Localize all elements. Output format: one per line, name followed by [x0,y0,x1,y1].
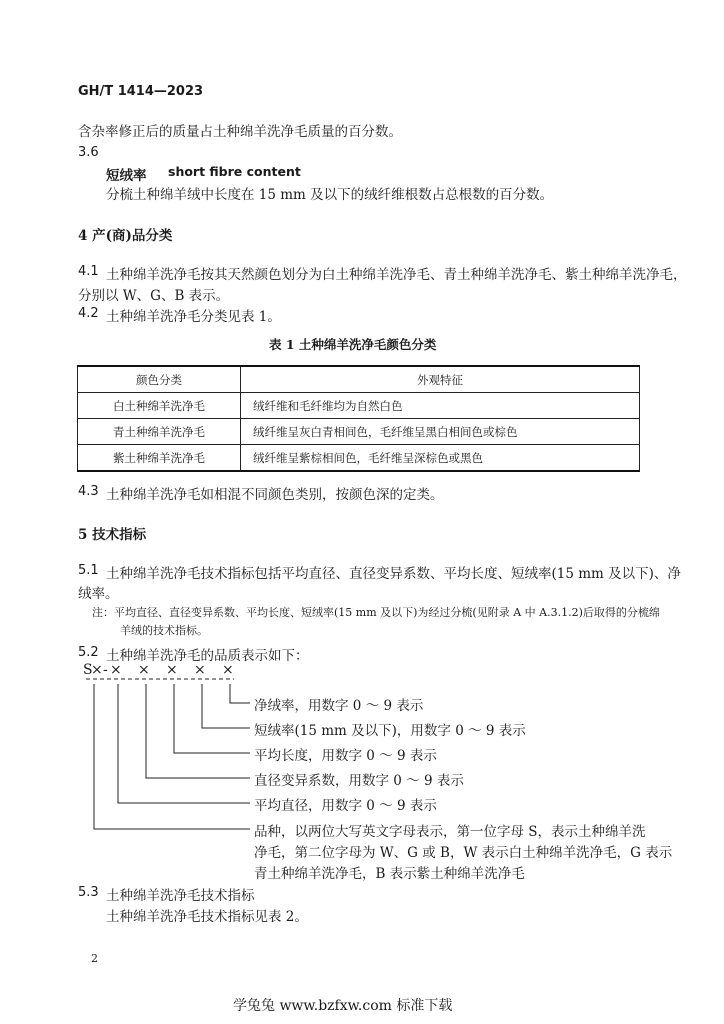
table-cell-category: 白土种绵羊洗净毛 [78,393,241,419]
clause-4-2-number: 4.2 [78,306,99,321]
label-mean-length: 平均长度，用数字 0 ～ 9 表示 [254,748,437,764]
term-chinese: 短绒率 [106,168,147,184]
clause-4-3-text: 土种绵羊洗净毛如相混不同颜色类别，按颜色深的定类。 [106,487,444,503]
clause-4-1-line2: 分别以 W、G、B 表示。 [78,288,230,304]
table-cell-feature: 绒纤维呈灰白青相间色，毛纤维呈黑白相间色或棕色 [241,419,640,445]
term-definition: 分梳土种绵羊绒中长度在 15 mm 及以下的绒纤维根数占总根数的百分数。 [106,187,554,203]
code-placeholder: × [194,662,206,678]
code-placeholder: × [110,662,122,678]
section-5-heading: 5 技术指标 [78,527,147,543]
prev-definition-line: 含杂率修正后的质量占土种绵羊洗净毛质量的百分数。 [78,124,402,140]
label-mean-diameter: 平均直径，用数字 0 ～ 9 表示 [254,798,437,814]
label-variety-line1: 品种，以两位大写英文字母表示，第一位字母 S，表示土种绵羊洗 [254,824,646,840]
code-placeholder: × [91,662,103,678]
leader-line [94,684,250,829]
code-letter-s: S [83,662,93,678]
clause-4-1-number: 4.1 [78,264,99,279]
clause-5-1-number: 5.1 [78,563,99,578]
table-cell-feature: 绒纤维呈紫棕相间色，毛纤维呈深棕色或黑色 [241,445,640,472]
clause-4-1-line1: 土种绵羊洗净毛按其天然颜色划分为白土种绵羊洗净毛、青土种绵羊洗净毛、紫土种绵羊洗净毛， [106,267,687,283]
code-placeholder: × [166,662,178,678]
table-header-cell: 外观特征 [241,366,640,393]
term-english: short fibre content [168,164,301,179]
label-diameter-cv: 直径变异系数，用数字 0 ～ 9 表示 [254,773,464,789]
leader-line [230,684,250,703]
code-placeholder: × [222,662,234,678]
clause-5-3-title: 土种绵羊洗净毛技术指标 [106,888,255,904]
label-short-fibre: 短绒率(15 mm 及以下)，用数字 0 ～ 9 表示 [254,723,526,739]
code-hyphen: - [103,662,108,678]
table-cell-feature: 绒纤维和毛纤维均为自然白色 [241,393,640,419]
code-placeholder: × [138,662,150,678]
clause-4-2-text: 土种绵羊洗净毛分类见表 1。 [106,309,281,325]
clause-5-1-line1: 土种绵羊洗净毛技术指标包括平均直径、直径变异系数、平均长度、短绒率(15 mm 及以下)、净 [106,566,681,582]
label-net-content: 净绒率，用数字 0 ～ 9 表示 [254,698,424,714]
section-4-heading: 4 产(商)品分类 [78,228,173,244]
leader-line [146,684,250,778]
footer-watermark: 学兔兔 www.bzfxw.com 标准下载 [233,998,453,1014]
label-variety-line3: 青土种绵羊洗净毛，B 表示紫土种绵羊洗净毛 [254,866,525,882]
label-variety-line2: 净毛，第二位字母为 W、G 或 B，W 表示白土种绵羊洗净毛，G 表示 [254,845,673,861]
note-line1: 注：平均直径、直径变异系数、平均长度、短绒率(15 mm 及以下)为经过分梳(见附录 A 中 A.3.1.2)后取得的分梳绵 [92,606,660,619]
clause-5-3-number: 5.3 [78,885,99,900]
clause-5-2-text: 土种绵羊洗净毛的品质表示如下： [106,648,309,664]
leader-line [202,684,250,728]
clause-4-3-number: 4.3 [78,484,99,499]
table-1-caption: 表 1 土种绵羊洗净毛颜色分类 [269,337,437,352]
clause-5-3-text: 土种绵羊洗净毛技术指标见表 2。 [106,909,308,925]
clause-5-1-line2: 绒率。 [78,586,119,602]
table-cell-category: 紫土种绵羊洗净毛 [78,445,241,472]
standard-code: GH/T 1414—2023 [78,84,204,99]
leader-line [174,684,250,753]
table-header-cell: 颜色分类 [78,366,241,393]
clause-5-2-number: 5.2 [78,645,99,660]
table-cell-category: 青土种绵羊洗净毛 [78,419,241,445]
note-line2: 羊绒的技术指标。 [120,624,208,637]
clause-3-6-number: 3.6 [78,145,99,160]
page-number: 2 [91,952,98,965]
